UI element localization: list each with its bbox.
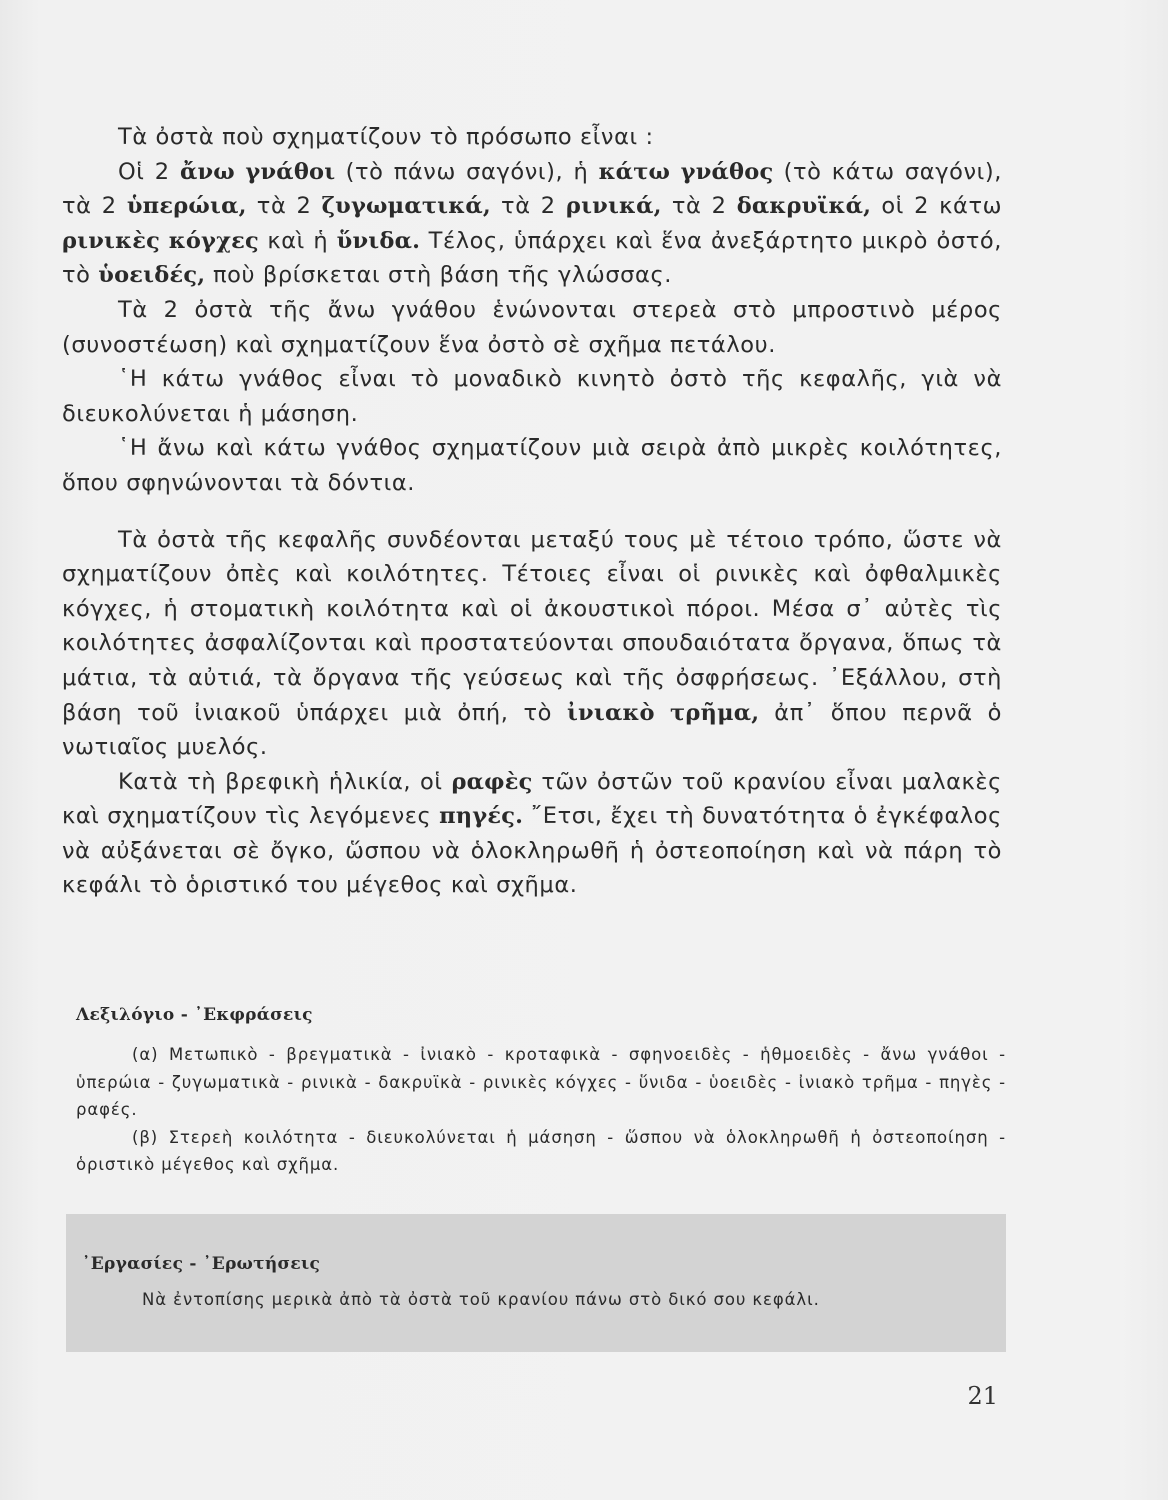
- term-palatine: ὑπερώια,: [126, 193, 247, 220]
- term-vomer: ὕνιδα.: [336, 227, 421, 254]
- text-span: Τέλος, ὑπάρχει καὶ ἕνα ἀνεξάρτητο μικρὸ ὀστό, τὸ: [62, 227, 1002, 289]
- term-sutures: ραφὲς: [451, 768, 533, 795]
- text-span: καὶ ἡ: [258, 227, 337, 254]
- vocabulary-list-b: (β) Στερεὴ κοιλότητα - διευκολύνεται ἡ μάσηση - ὥσπου νὰ ὁλοκληρωθῆ ἡ ὀστεοποίηση - ὁριστικὸ μέγεθος καὶ σχῆμα.: [76, 1127, 1006, 1174]
- term-upper-jaw: ἄνω γνάθοι: [179, 158, 336, 185]
- text-span: τῶν ὀστῶν τοῦ κρανίου εἶναι μαλακὲς καὶ σχηματίζουν τὶς λεγόμενες: [62, 768, 1002, 830]
- text-span: (τὸ πάνω σαγόνι), ἡ: [335, 158, 599, 185]
- term-lacrimal: δακρυϊκά,: [736, 193, 872, 220]
- text-span: Οἱ 2: [118, 158, 180, 185]
- vocabulary-heading: Λεξιλόγιο - ᾽Εκφράσεις: [76, 1005, 313, 1025]
- text-span: τὰ 2: [246, 193, 322, 220]
- paragraph-upper-jaw: Τὰ 2 ὀστὰ τῆς ἄνω γνάθου ἑνώνονται στερεὰ στὸ μπροστινὸ μέρος (συνοστέωση) καὶ σχηματίζουν ἕνα ὀστὸ σὲ σχῆμα πετάλου.: [62, 296, 1002, 358]
- text-span: τὰ 2: [490, 193, 566, 220]
- text-span: ἀπ᾽ ὅπου περνᾶ ὁ νωτιαῖος μυελός.: [62, 699, 1002, 761]
- vocabulary-list-a: (α) Μετωπικὸ - βρεγματικὰ - ἰνιακὸ - κροταφικὰ - σφηνοειδὲς - ἡθμοειδὲς - ἄνω γνάθοι - ὑπερώια - ζυγωματικὰ - ρινικὰ - δακρυϊκὰ - ρινικὲς κόγχες - ὕνιδα - ὑοειδὲς - ἰνιακὸ τρῆμα - πηγὲς - ραφές.: [76, 1045, 1006, 1119]
- paragraph-infancy: [62, 765, 1002, 903]
- term-hyoid: ὑοειδές,: [98, 262, 206, 289]
- tasks-instruction: Νὰ ἐντοπίσης μερικὰ ἀπὸ τὰ ὀστὰ τοῦ κρανίου πάνω στὸ δικό σου κεφάλι.: [142, 1290, 820, 1309]
- text-span: οἱ 2 κάτω: [871, 193, 1003, 220]
- text-span: τὰ 2: [661, 193, 737, 220]
- text-span: ποὺ βρίσκεται στὴ βάση τῆς γλώσσας.: [205, 262, 673, 289]
- text-span: (τὸ κάτω σαγόνι), τὰ 2: [62, 158, 1002, 220]
- vocabulary-section: [76, 1005, 1006, 1179]
- paragraph-intro: Τὰ ὀστὰ ποὺ σχηματίζουν τὸ πρόσωπο εἶναι :: [118, 124, 654, 150]
- term-fontanelles: πηγές.: [439, 803, 524, 830]
- tasks-heading: ᾽Εργασίες - ᾽Ερωτήσεις: [82, 1254, 321, 1274]
- term-zygomatic: ζυγωματικά,: [321, 193, 491, 220]
- page-number: 21: [967, 1382, 998, 1410]
- paragraph-cavities: [62, 523, 1002, 765]
- paragraph-teeth-sockets: ῾Η ἄνω καὶ κάτω γνάθος σχηματίζουν μιὰ σειρὰ ἀπὸ μικρὲς κοιλότητες, ὅπου σφηνώνονται τὰ δόντια.: [62, 435, 1002, 496]
- paragraph-face-bones: [62, 155, 1002, 293]
- main-text: [62, 120, 1002, 903]
- term-foramen-magnum: ἰνιακὸ τρῆμα,: [566, 699, 760, 726]
- text-span: ῎Ετσι, ἔχει τὴ δυνατότητα ὁ ἐγκέφαλος νὰ αὐξάνεται σὲ ὄγκο, ὥσπου νὰ ὁλοκληρωθῆ ἡ ὀστεοποίηση καὶ νὰ πάρη τὸ κεφάλι τὸ ὁριστικό του μέγεθος καὶ σχῆμα.: [62, 803, 1002, 899]
- paragraph-lower-jaw: ῾Η κάτω γνάθος εἶναι τὸ μοναδικὸ κινητὸ ὀστὸ τῆς κεφαλῆς, γιὰ νὰ διευκολύνεται ἡ μάσηση.: [62, 366, 1002, 427]
- tasks-box: [66, 1214, 1006, 1352]
- text-span: Κατὰ τὴ βρεφικὴ ἡλικία, οἱ: [118, 768, 452, 795]
- text-span: Τὰ ὀστὰ τῆς κεφαλῆς συνδέονται μεταξύ τους μὲ τέτοιο τρόπο, ὥστε νὰ σχηματίζουν ὀπὲς καὶ κοιλότητες. Τέτοιες εἶναι οἱ ρινικὲς καὶ ὀφθαλμικὲς κόγχες, ἡ στοματικὴ κοιλότητα καὶ οἱ ἀκουστικοὶ πόροι. Μέσα σ᾽ αὐτὲς τὶς κοιλότητες ἀσφαλίζονται καὶ προστατεύονται σπουδαιότατα ὄργανα, ὅπως τὰ μάτια, τὰ αὐτιά, τὰ ὄργανα τῆς γεύσεως καὶ τῆς ὀσφρήσεως. ᾽Εξάλλου, στὴ βάση τοῦ ἰνιακοῦ ὑπάρχει μιὰ ὀπή, τὸ: [62, 526, 1002, 726]
- term-lower-jaw: κάτω γνάθος: [598, 158, 774, 185]
- term-nasal-conchae: ρινικὲς κόγχες: [62, 227, 259, 254]
- term-nasal: ρινικά,: [565, 193, 662, 220]
